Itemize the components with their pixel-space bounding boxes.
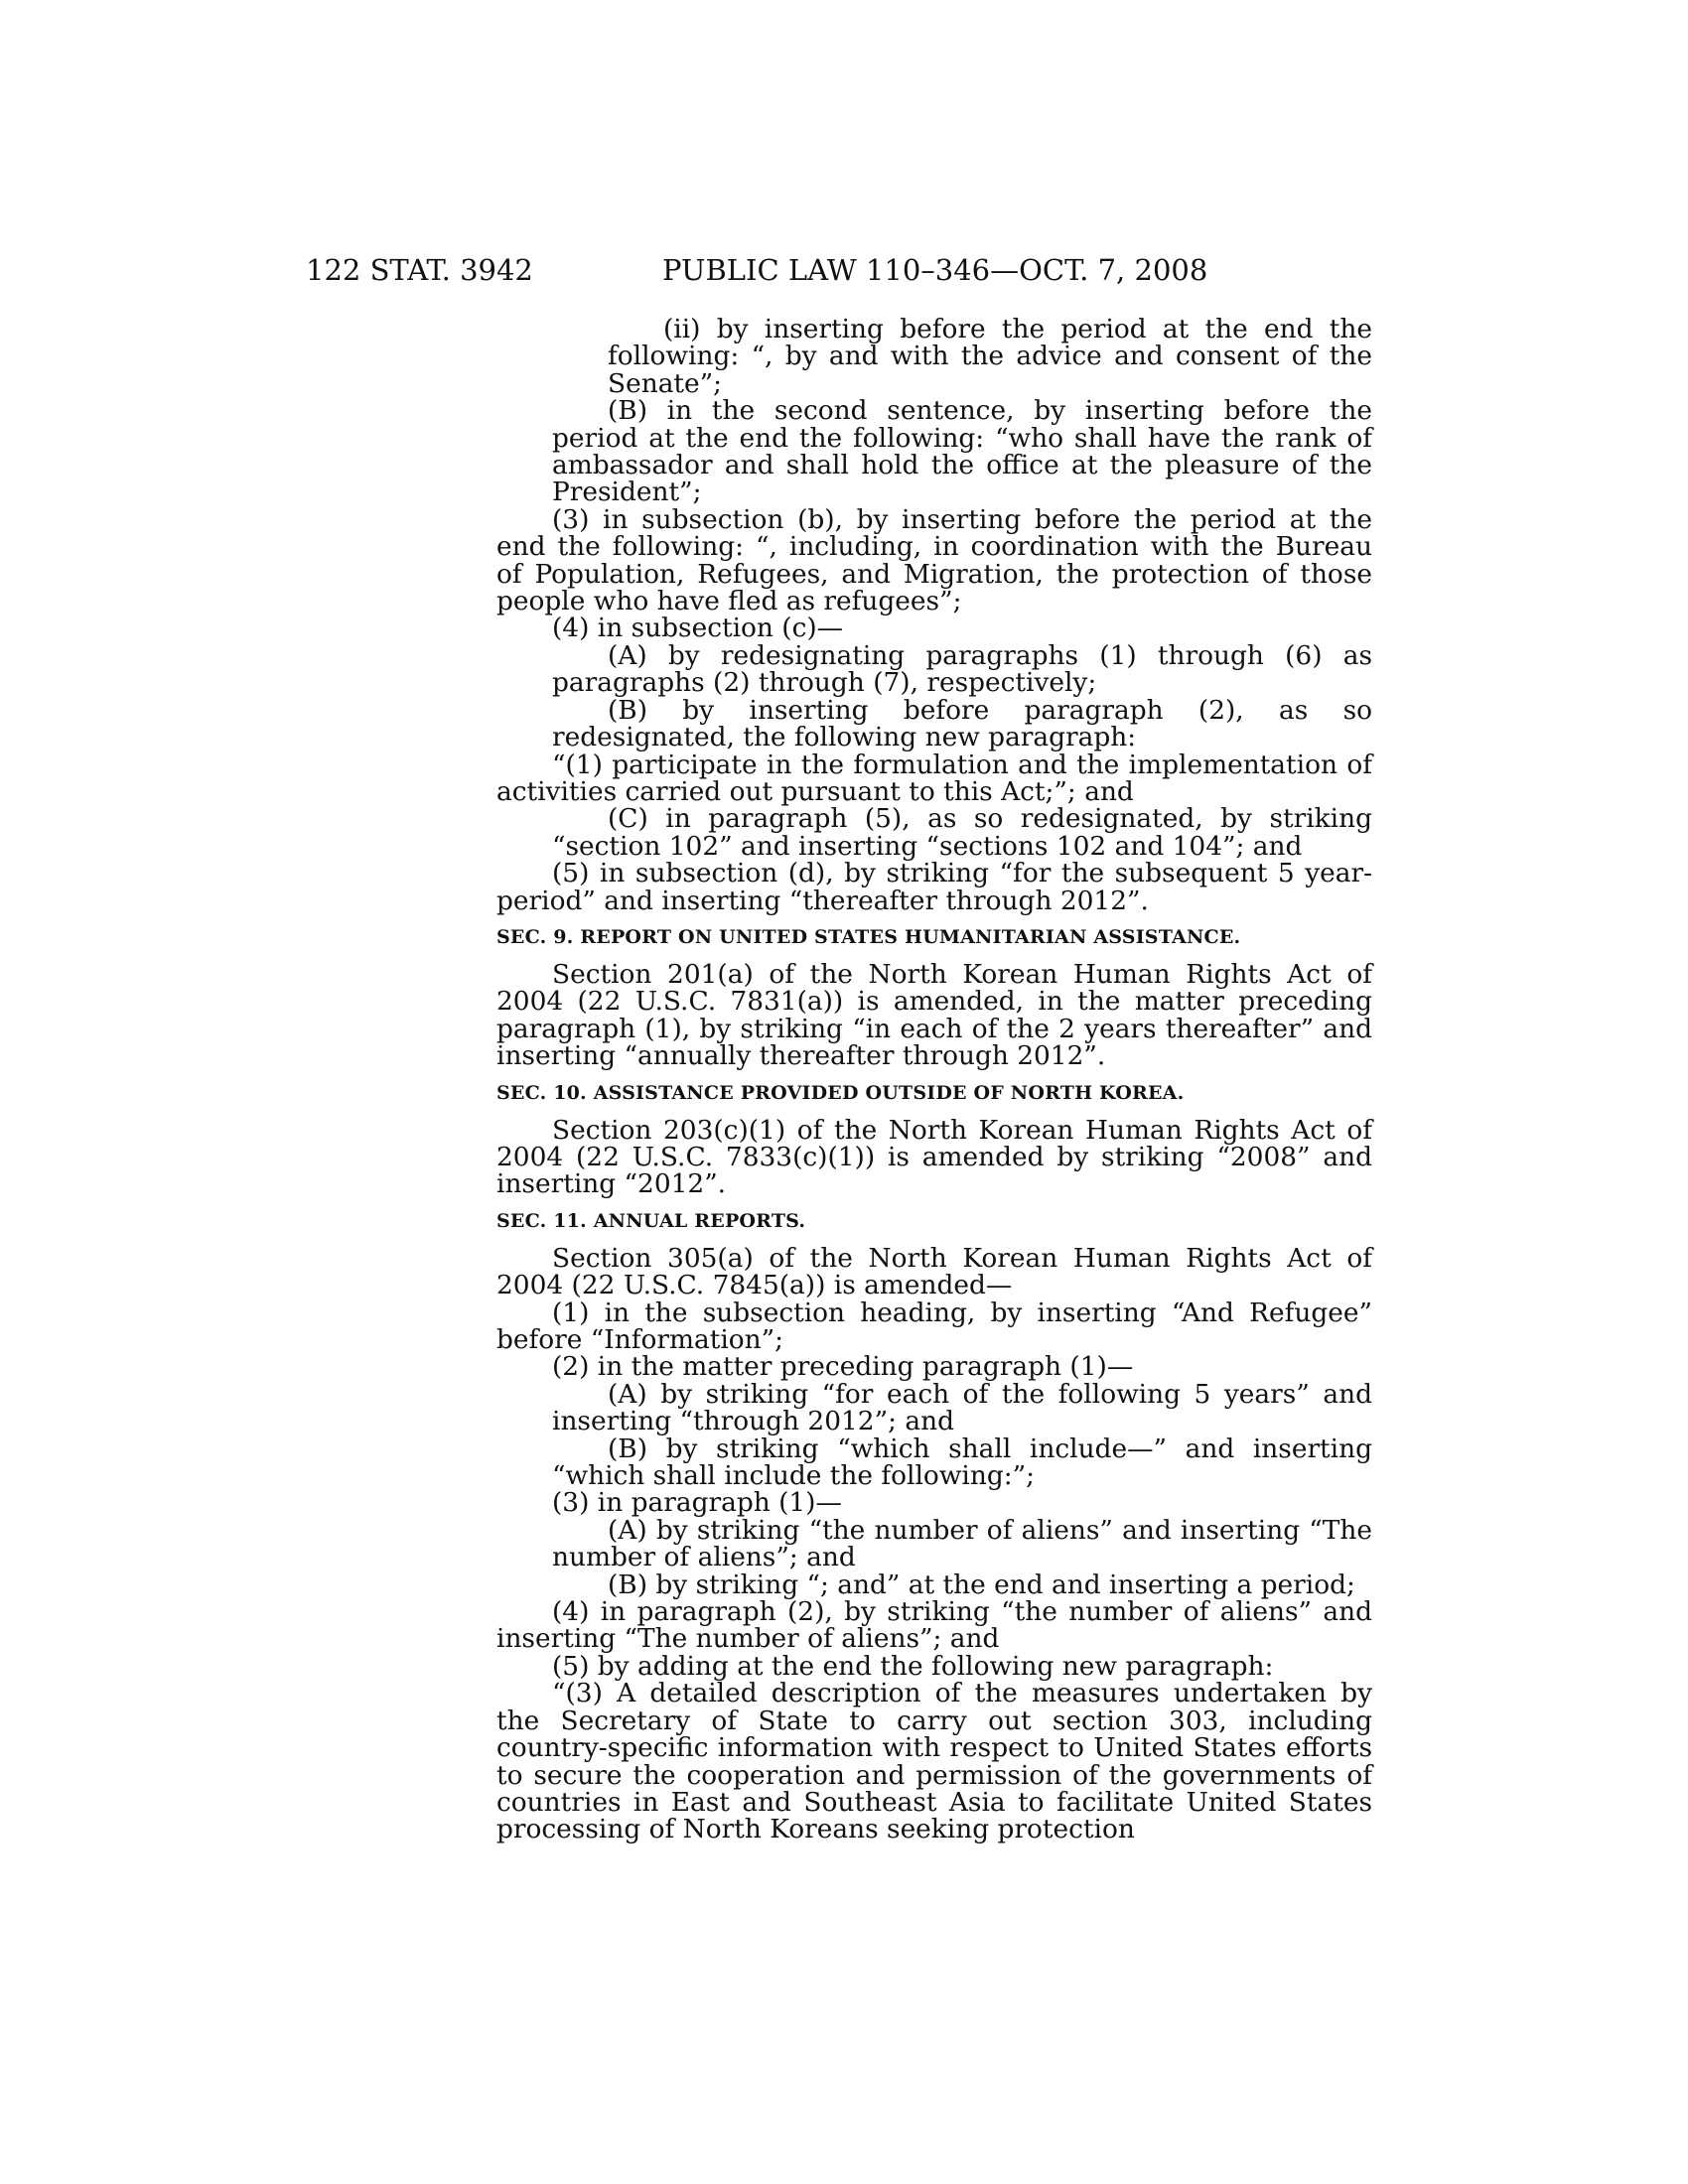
paragraph-ii: (ii) by inserting before the period at the end the following: “, by and with the advice and consent of the Senate”; [608,314,1372,399]
section-11-item-3A: (A) by striking “the number of aliens” and inserting “The number of aliens”; and [552,1514,1372,1573]
section-11-item-3B: (B) by striking “; and” at the end and inserting a period; [608,1569,1355,1600]
section-9-text: Section 201(a) of the North Korean Human Rights Act of 2004 (22 U.S.C. 7831(a)) is amended, in the matter preceding paragraph (1), by striking “in each of the 2 years thereafter” and inserting “annually thereafter through 2012”. [496,958,1372,1072]
statute-page-number: 122 STAT. 3942 [306,253,533,287]
paragraph-4A: (A) by redesignating paragraphs (1) through (6) as paragraphs (2) through (7), respectively; [552,639,1372,699]
section-11-item-2: (2) in the matter preceding paragraph (1)— [552,1351,1134,1383]
paragraph-3: (3) in subsection (b), by inserting before the period at the end the following: “, including, in coordination with the Bureau of Population, Refugees, and Migration, the protection of those people who have fled as refugees”; [496,503,1372,617]
section-11-item-2B: (B) by striking “which shall include—” and inserting “which shall include the following:”; [552,1433,1372,1492]
quoted-paragraph-1: “(1) participate in the formulation and the implementation of activities carried out pursuant to this Act;”; and [496,749,1372,807]
section-10-heading: SEC. 10. ASSISTANCE PROVIDED OUTSIDE OF NORTH KOREA. [496,1081,1185,1104]
section-11-intro: Section 305(a) of the North Korean Human Rights Act of 2004 (22 U.S.C. 7845(a)) is amended— [496,1242,1372,1301]
paragraph-4: (4) in subsection (c)— [552,613,844,644]
section-11-item-1: (1) in the subsection heading, by inserting “And Refugee” before “Information”; [496,1297,1372,1355]
paragraph-4C: (C) in paragraph (5), as so redesignated, by striking “section 102” and inserting “sections 102 and 104”; and [552,803,1372,862]
paragraph-4B: (B) by inserting before paragraph (2), as so redesignated, the following new paragraph: [552,694,1372,753]
paragraph-5: (5) in subsection (d), by striking “for the subsequent 5 year-period” and inserting “thereafter through 2012”. [496,858,1372,916]
section-11-quoted-paragraph-3: “(3) A detailed description of the measures undertaken by the Secretary of State to carry out section 303, including country-specific information with respect to United States efforts to secure the cooperation and permission of the governments of countries in East and Southeast Asia to facilitate United States processing of North Koreans seeking protection [496,1678,1372,1845]
section-11-item-5: (5) by adding at the end the following new paragraph: [552,1650,1274,1682]
page-header [0,250,1688,290]
section-11-item-2A: (A) by striking “for each of the following 5 years” and inserting “through 2012”; and [552,1378,1372,1437]
section-9-heading: SEC. 9. REPORT ON UNITED STATES HUMANITARIAN ASSISTANCE. [496,925,1241,948]
section-11-item-3: (3) in paragraph (1)— [552,1487,842,1519]
paragraph-B: (B) in the second sentence, by inserting before the period at the end the following: “who shall have the rank of ambassador and shall hold the office at the pleasure of the President”; [552,395,1372,508]
document-body [496,316,1372,1843]
section-11-heading: SEC. 11. ANNUAL REPORTS. [496,1209,806,1232]
section-11-item-4: (4) in paragraph (2), by striking “the number of aliens” and inserting “The number of aliens”; and [496,1596,1372,1655]
section-10-text: Section 203(c)(1) of the North Korean Human Rights Act of 2004 (22 U.S.C. 7833(c)(1)) is amended by striking “2008” and inserting “2012”. [496,1114,1372,1200]
running-head: PUBLIC LAW 110–346—OCT. 7, 2008 [662,253,1208,287]
